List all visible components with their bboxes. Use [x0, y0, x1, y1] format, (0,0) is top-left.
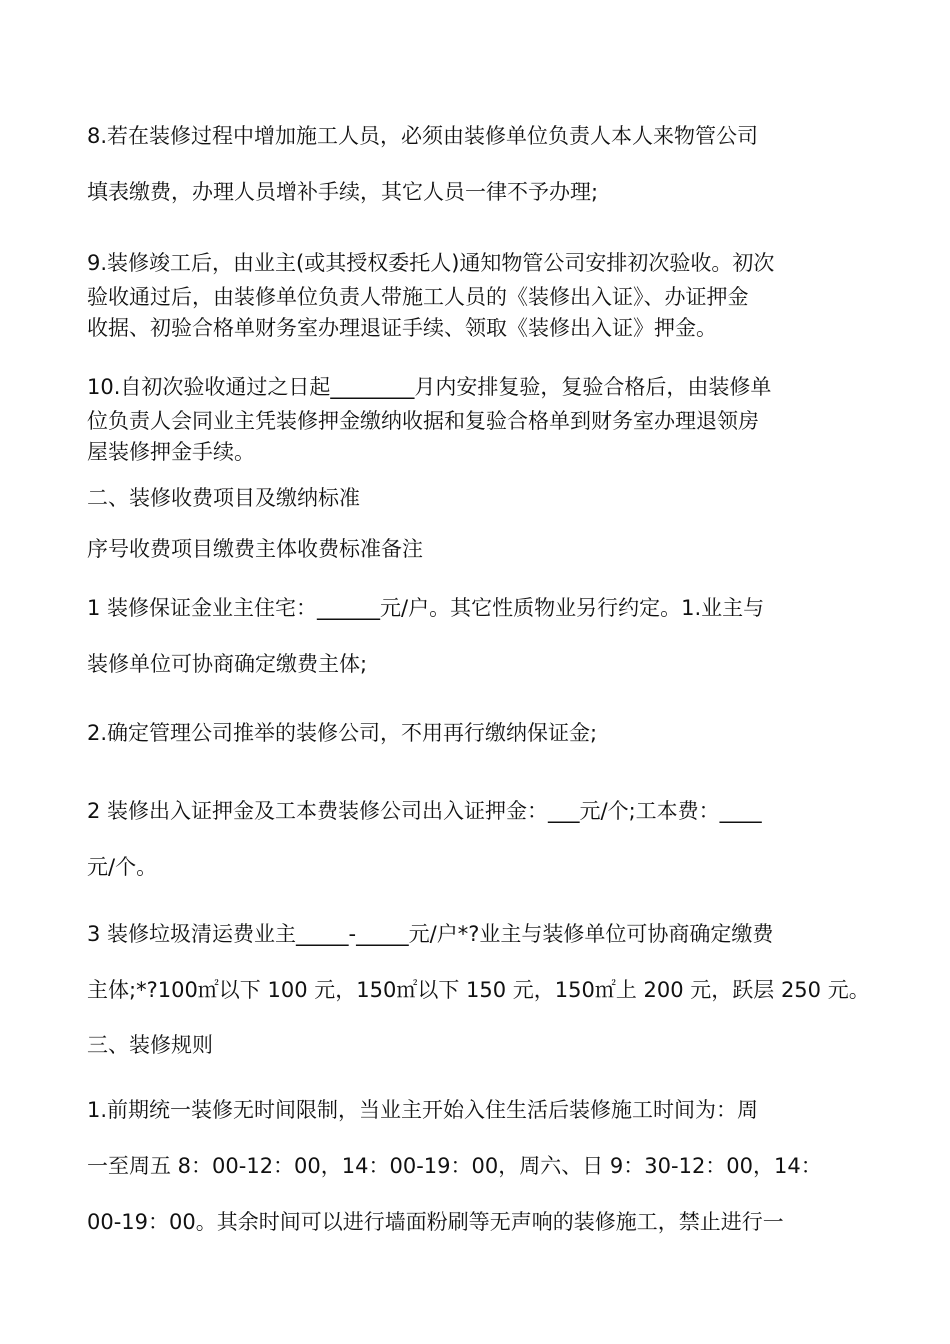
fee-table-header	[87, 521, 877, 577]
heading-text: 三、装修规则	[87, 1033, 213, 1057]
text-line: 9.装修竣工后，由业主(或其授权委托人)通知物管公司安排初次验收。初次	[87, 251, 775, 275]
text-line: 1.前期统一装修无时间限制，当业主开始入住生活后装修施工时间为：周	[87, 1098, 759, 1122]
text-line: 主体;*?100㎡以下 100 元，150㎡以下 150 元，150㎡上 200 元，跃层 250 元。	[87, 978, 870, 1002]
text-line: 10.自初次验收通过之日起________月内安排复验，复验合格后，由装修单	[87, 375, 772, 399]
paragraph-fee-2	[87, 783, 877, 895]
text-line: 00-19：00。其余时间可以进行墙面粉刷等无声响的装修施工，禁止进行一	[87, 1210, 784, 1234]
text-line: 位负责人会同业主凭装修押金缴纳收据和复验合格单到财务室办理退领房	[87, 409, 759, 433]
text-line: 一至周五 8：00-12：00，14：00-19：00，周六、日 9：30-12：00，14：	[87, 1154, 822, 1178]
paragraph-fee-1	[87, 580, 877, 692]
text-line: 序号收费项目缴费主体收费标准备注	[87, 537, 423, 561]
paragraph-item-9	[87, 247, 877, 341]
text-line: 装修单位可协商确定缴费主体;	[87, 652, 368, 676]
heading-text: 二、装修收费项目及缴纳标准	[87, 486, 360, 510]
text-line: 8.若在装修过程中增加施工人员，必须由装修单位负责人本人来物管公司	[87, 124, 759, 148]
text-line: 填表缴费，办理人员增补手续，其它人员一律不予办理;	[87, 180, 599, 204]
text-line: 元/个。	[87, 855, 158, 879]
paragraph-fee-1-note-2	[87, 705, 877, 761]
text-line: 验收通过后，由装修单位负责人带施工人员的《装修出入证》、办证押金	[87, 285, 749, 309]
text-line: 3 装修垃圾清运费业主_____-_____元/户*?业主与装修单位可协商确定缴费	[87, 922, 774, 946]
text-line: 收据、初验合格单财务室办理退证手续、领取《装修出入证》押金。	[87, 316, 717, 340]
paragraph-item-10	[87, 371, 877, 465]
paragraph-rule-1	[87, 1082, 877, 1250]
paragraph-item-8	[87, 108, 877, 220]
text-line: 2.确定管理公司推举的装修公司，不用再行缴纳保证金;	[87, 721, 598, 745]
paragraph-fee-3	[87, 906, 877, 1018]
text-line: 1 装修保证金业主住宅：______元/户。其它性质物业另行约定。1.业主与	[87, 596, 765, 620]
section-2-heading	[87, 470, 877, 526]
text-line: 2 装修出入证押金及工本费装修公司出入证押金：___元/个;工本费：____	[87, 799, 762, 823]
section-3-heading	[87, 1017, 877, 1073]
text-line: 屋装修押金手续。	[87, 440, 255, 464]
